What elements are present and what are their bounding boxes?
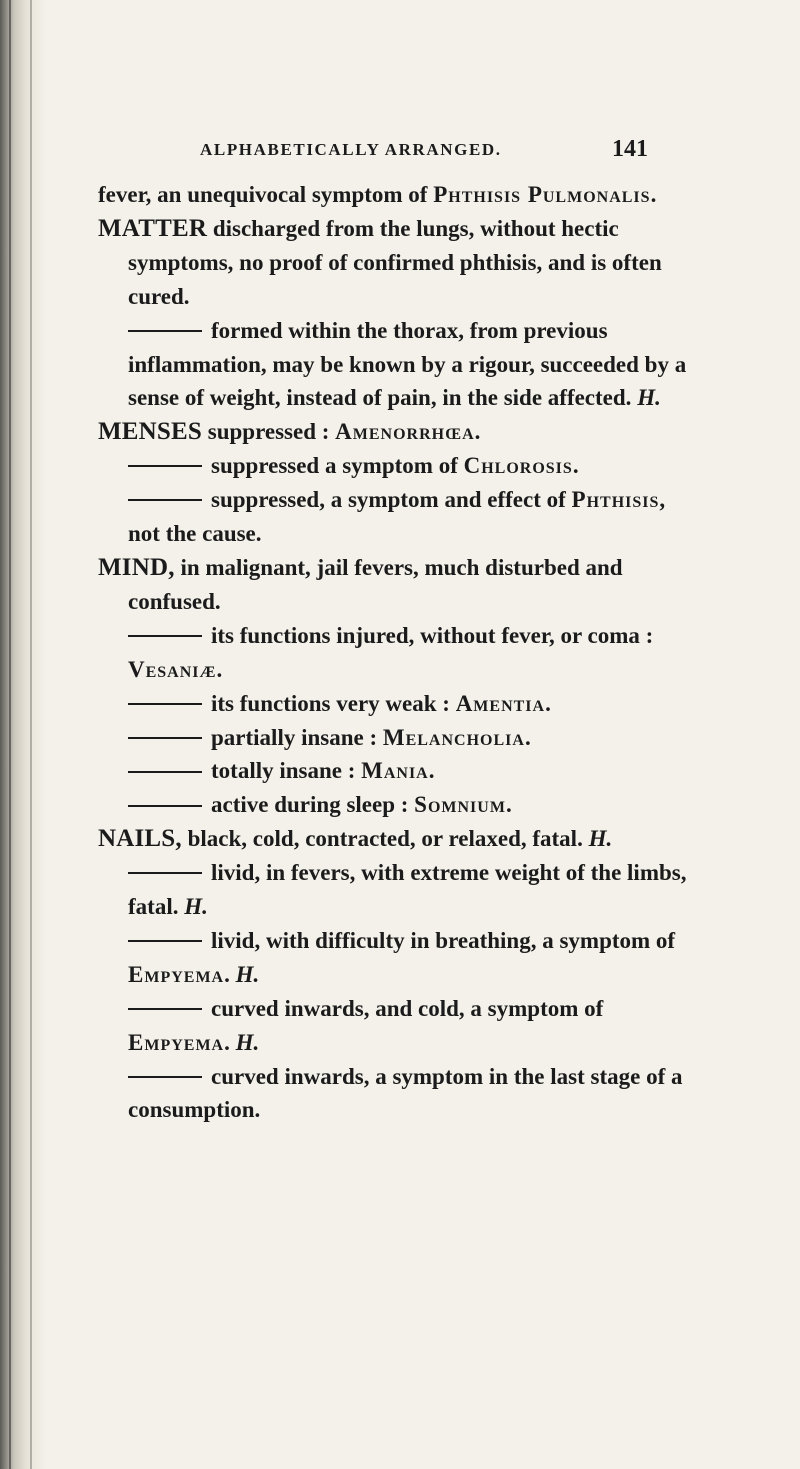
ditto-dash [128, 1008, 202, 1010]
entry-matter: MATTER discharged from the lungs, without hectic symptoms, no proof of confirmed phthisis, and is often cured. [98, 214, 662, 309]
ditto-dash [128, 771, 202, 773]
subentry-nails-livid-fevers: livid, in fevers, with extreme weight of the limbs, fatal. H. [128, 860, 687, 920]
headword-nails: NAILS, [98, 825, 182, 853]
subentry-mind-somnium: active during sleep : Somnium. [98, 788, 698, 822]
subentry-mind-amentia: its functions very weak : Amentia. [98, 687, 698, 721]
subentry-nails-livid-breathing: livid, with difficulty in breathing, a symptom of Empyema. H. [128, 927, 676, 987]
ditto-dash [128, 330, 202, 332]
gutter-line [9, 0, 11, 1469]
entry-nails: NAILS, black, cold, contracted, or relaxed, fatal. H. [98, 825, 613, 853]
headword-menses: MENSES [98, 418, 203, 446]
subentry-nails-consumption: curved inwards, a symptom in the last stage of a consumption. [128, 1063, 683, 1123]
subentry-mind-melancholia: partially insane : Melancholia. [98, 721, 698, 755]
entry-menses: MENSES suppressed : Amenorrhœa. [98, 418, 481, 446]
headword-matter: MATTER [98, 214, 208, 242]
continuation-fever: fever, an unequivocal symptom of Phthisis Pulmonalis. [98, 182, 657, 207]
page-header [0, 136, 800, 176]
subentry-menses-chlorosis: suppressed a symptom of Chlorosis. [98, 449, 698, 483]
entry-mind: MIND, in malignant, jail fevers, much disturbed and confused. [98, 553, 623, 614]
subentry-mind-mania: totally insane : Mania. [98, 754, 698, 788]
subentry-matter-formed: formed within the thorax, from previous inflammation, may be known by a rigour, succeeded by a sense of weight, instead of pain, in the side affected. H. [128, 317, 687, 411]
ditto-dash [128, 1076, 202, 1078]
running-head: ALPHABETICALLY ARRANGED. [200, 140, 502, 159]
headword-mind: MIND, [98, 553, 175, 581]
ditto-dash [128, 635, 202, 637]
subentry-menses-phthisis: suppressed, a symptom and effect of Phthisis, not the cause. [128, 487, 666, 547]
index-text [98, 178, 698, 1127]
page-number: 141 [612, 136, 648, 162]
book-spine-shadow [0, 0, 46, 1469]
ditto-dash [128, 872, 202, 874]
subentry-nails-curved-cold: curved inwards, and cold, a symptom of Empyema. H. [128, 995, 604, 1055]
ditto-dash [128, 465, 202, 467]
ditto-dash [128, 703, 202, 705]
ditto-dash [128, 499, 202, 501]
gutter-line [30, 0, 32, 1469]
ditto-dash [128, 737, 202, 739]
ditto-dash [128, 940, 202, 942]
subentry-mind-vesaniae: its functions injured, without fever, or coma : Vesaniæ. [128, 622, 654, 682]
ditto-dash [128, 805, 202, 807]
